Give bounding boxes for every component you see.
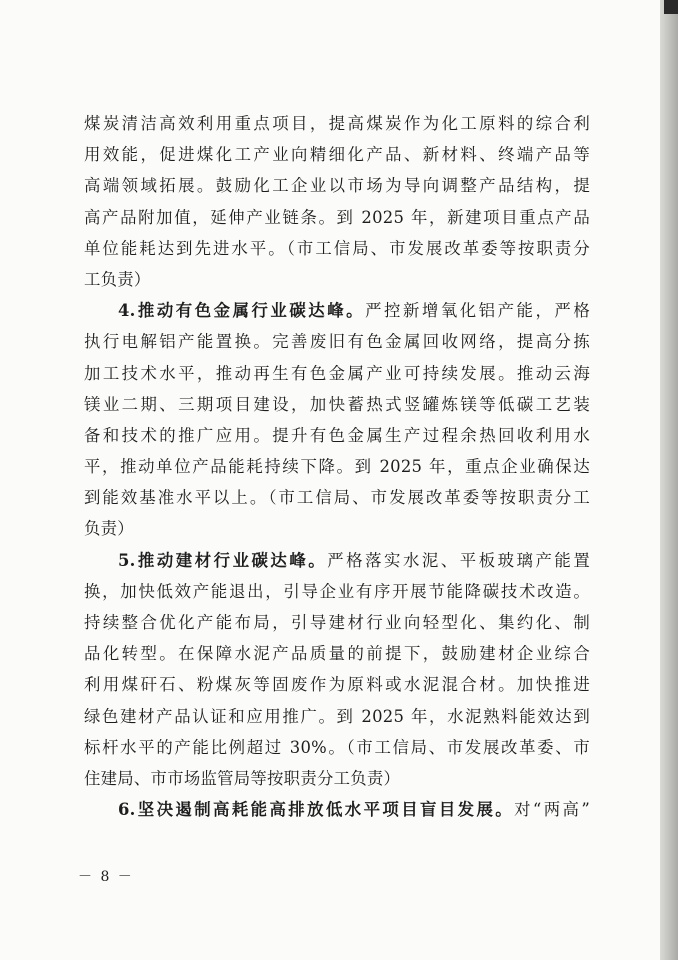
text-line: 绿色建材产品认证和应用推广。到 2025 年，水泥熟料能效达到	[84, 706, 590, 726]
scan-corner-mark	[664, 0, 678, 14]
text-line: 备和技术的推广应用。提升有色金属生产过程余热回收利用水	[84, 425, 590, 445]
text-line: 加工技术水平，推动再生有色金属产业可持续发展。推动云海	[84, 363, 590, 383]
section-heading: 4.推动有色金属行业碳达峰。	[118, 301, 366, 321]
text-line: 住建局、市市场监管局等按职责分工负责）	[84, 768, 401, 788]
text-line: 到能效基准水平以上。（市工信局、市发展改革委等按职责分工	[84, 488, 590, 508]
text-line: 煤炭清洁高效利用重点项目，提高煤炭作为化工原料的综合利	[84, 114, 590, 133]
text-line: 品化转型。在保障水泥产品质量的前提下，鼓励建材企业综合	[84, 644, 590, 664]
page-number: － 8 －	[78, 869, 134, 885]
body-text	[84, 108, 590, 825]
text-line: 用效能，促进煤化工产业向精细化产品、新材料、终端产品等	[84, 145, 590, 165]
text-line: 高端领域拓展。鼓励化工企业以市场为导向调整产品结构，提	[84, 176, 590, 196]
text-line: 单位能耗达到先进水平。（市工信局、市发展改革委等按职责分	[84, 238, 590, 258]
section-4-heading-line: 4.推动有色金属行业碳达峰。严控新增氧化铝产能，严格	[118, 301, 590, 321]
section-5-heading-line: 5.推动建材行业碳达峰。严格落实水泥、平板玻璃产能置	[118, 550, 590, 570]
text-line: 平，推动单位产品能耗持续下降。到 2025 年，重点企业确保达	[84, 457, 590, 477]
section-heading: 6.坚决遏制高耗能高排放低水平项目盲目发展。	[118, 800, 515, 820]
scan-page-edge	[660, 0, 678, 960]
text-line: 持续整合优化产能布局，引导建材行业向轻型化、集约化、制	[84, 613, 590, 632]
text-line: 换，加快低效产能退出，引导企业有序开展节能降碳技术改造。	[84, 581, 590, 601]
text-line: 执行电解铝产能置换。完善废旧有色金属回收网络，提高分拣	[84, 332, 590, 352]
text-line: 利用煤矸石、粉煤灰等固废作为原料或水泥混合材。加快推进	[84, 675, 590, 695]
text-line: 工负责）	[84, 269, 151, 289]
section-6-heading-line: 6.坚决遏制高耗能高排放低水平项目盲目发展。对“两高”	[118, 800, 590, 820]
section-heading: 5.推动建材行业碳达峰。	[118, 550, 328, 570]
text-line: 镁业二期、三期项目建设，加快蓄热式竖罐炼镁等低碳工艺装	[84, 394, 590, 414]
text-line: 负责）	[84, 519, 134, 539]
text-line: 高产品附加值，延伸产业链条。到 2025 年，新建项目重点产品	[84, 207, 590, 227]
text-line: 标杆水平的产能比例超过 30%。（市工信局、市发展改革委、市	[84, 737, 590, 757]
